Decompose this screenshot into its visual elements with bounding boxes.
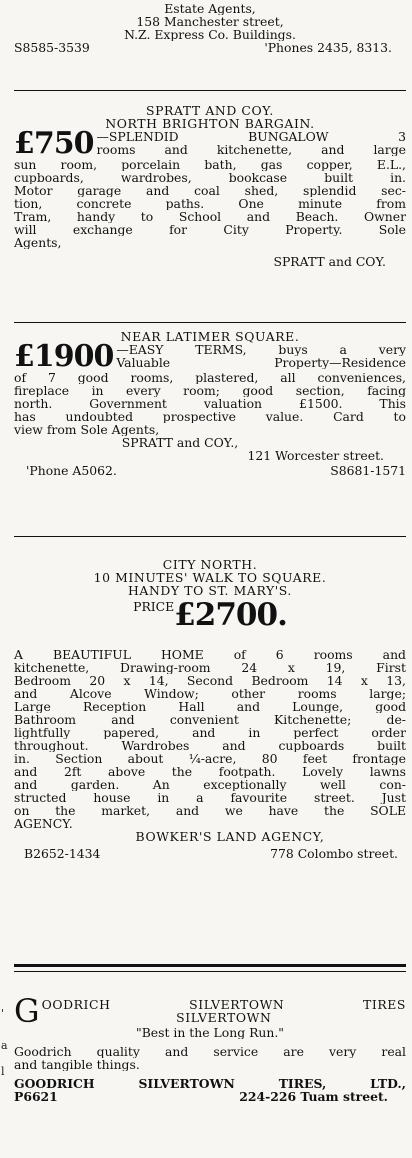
body-line: of 7 good rooms, plastered, all conveniences, [14,371,406,384]
ad-footer [14,41,406,54]
body-line: structed house in a favourite street. Just [14,791,406,804]
ad-heading-line: HANDY TO ST. MARY'S. [128,584,292,597]
body-line: Bedroom 20 x 14, Second Bedroom 14 x 13, [14,674,406,687]
divider [14,90,406,91]
body-line: Tram, handy to School and Beach. Owner [14,210,406,223]
ad-signature: GOODRICH SILVERTOWN TIRES, LTD., [14,1077,406,1090]
ad-reference: S8585-3539 [14,41,90,54]
body-line: throughout. Wardrobes and cupboards built [14,739,406,752]
goodrich-heading [14,992,406,1030]
ad-footer [14,847,406,860]
ad-footer [14,1090,406,1103]
firm-heading: SPRATT AND COY. [146,104,274,117]
ad-line: N.Z. Express Co. Buildings. [124,28,296,41]
divider [14,536,406,537]
ad-signature: SPRATT and COY., [121,436,239,449]
body-line: fireplace in every room; good section, facing [14,384,406,397]
heading-line: OODRICH SILVERTOWN TIRES [41,998,406,1011]
ad-reference: B2652-1434 [24,847,101,860]
ad-phones: 'Phones 2435, 8313. [264,41,392,54]
body-line: sun room, porcelain bath, gas copper, E.L., [14,158,406,171]
body-line: Agents, [14,236,62,249]
price-lead [14,126,406,161]
ad-phone: 'Phone A5062. [26,464,117,477]
body-line: cupboards, wardrobes, bookcase built in. [14,171,406,184]
body-line: Motor garage and coal shed, splendid sec- [14,184,406,197]
body-line: in. Section about ¼-acre, 80 feet frontage [14,752,406,765]
ad-address: 224-226 Tuam street. [239,1090,388,1103]
body-line: Goodrich quality and service are very real [14,1045,406,1058]
ad-reference: P6621 [14,1090,58,1103]
goodrich-tires-ad [14,992,406,1103]
ad-price: £1900 [14,339,114,374]
ad-line: 158 Manchester street, [136,15,284,28]
drop-cap: G [14,992,40,1030]
spratt-latimer-square-ad [14,330,406,477]
body-line: A BEAUTIFUL HOME of 6 rooms and [14,648,406,661]
body-line: lightfully papered, and in perfect order [14,726,406,739]
ad-address: 121 Worcester street. [247,449,384,462]
body-line: north. Government valuation £1500. This [14,397,406,410]
body-line: view from Sole Agents, [14,423,160,436]
body-line: kitchenette, Drawing-room 24 x 19, First [14,661,406,674]
price-label: PRICE [133,599,175,614]
body-line: AGENCY. [14,817,73,830]
margin-mark: l [1,1065,5,1078]
lead-line: Valuable Property—Residence [116,356,406,369]
lead-line: —EASY TERMS, buys a very [116,343,406,356]
divider [14,971,406,972]
lead-line: rooms and kitchenette, and large [96,143,406,156]
divider [14,964,406,967]
body-line: Large Reception Hall and Lounge, good [14,700,406,713]
bowker-city-north-ad [14,558,406,860]
ad-headline: NEAR LATIMER SQUARE. [120,330,300,343]
ad-heading-line: 10 MINUTES' WALK TO SQUARE. [93,571,327,584]
body-line: tion, concrete paths. One minute from [14,197,406,210]
ad-address: 778 Colombo street. [270,847,398,860]
spratt-north-brighton-ad [14,104,406,268]
body-line: and Alcove Window; other rooms large; [14,687,406,700]
body-line: will exchange for City Property. Sole [14,223,406,236]
estate-agents-ad [14,2,406,54]
ad-price: £2700. [174,597,287,633]
ad-line: Estate Agents, [164,2,256,15]
ad-signature: BOWKER'S LAND AGENCY, [135,830,325,843]
body-line: and tangible things. [14,1058,140,1071]
body-line: Bathroom and convenient Kitchenette; de- [14,713,406,726]
heading-line: SILVERTOWN [176,1011,272,1024]
ad-footer [14,464,406,477]
ad-heading-line: CITY NORTH. [162,558,258,571]
price-line [14,598,406,632]
lead-line: —SPLENDID BUNGALOW 3 [96,130,406,143]
body-line: on the market, and we have the SOLE [14,804,406,817]
price-lead [14,339,406,374]
ad-headline: NORTH BRIGHTON BARGAIN. [105,117,315,130]
margin-mark: ' [1,1007,5,1020]
body-line: has undoubted prospective value. Card to [14,410,406,423]
ad-price: £750 [14,126,94,161]
body-line: and 2ft above the footpath. Lovely lawns [14,765,406,778]
ad-signature: SPRATT and COY. [273,255,386,268]
body-line: and garden. An exceptionally well con- [14,778,406,791]
ad-slogan: "Best in the Long Run." [136,1026,284,1039]
ad-reference: S8681-1571 [330,464,406,477]
margin-mark: a [1,1039,8,1052]
divider [14,322,406,323]
